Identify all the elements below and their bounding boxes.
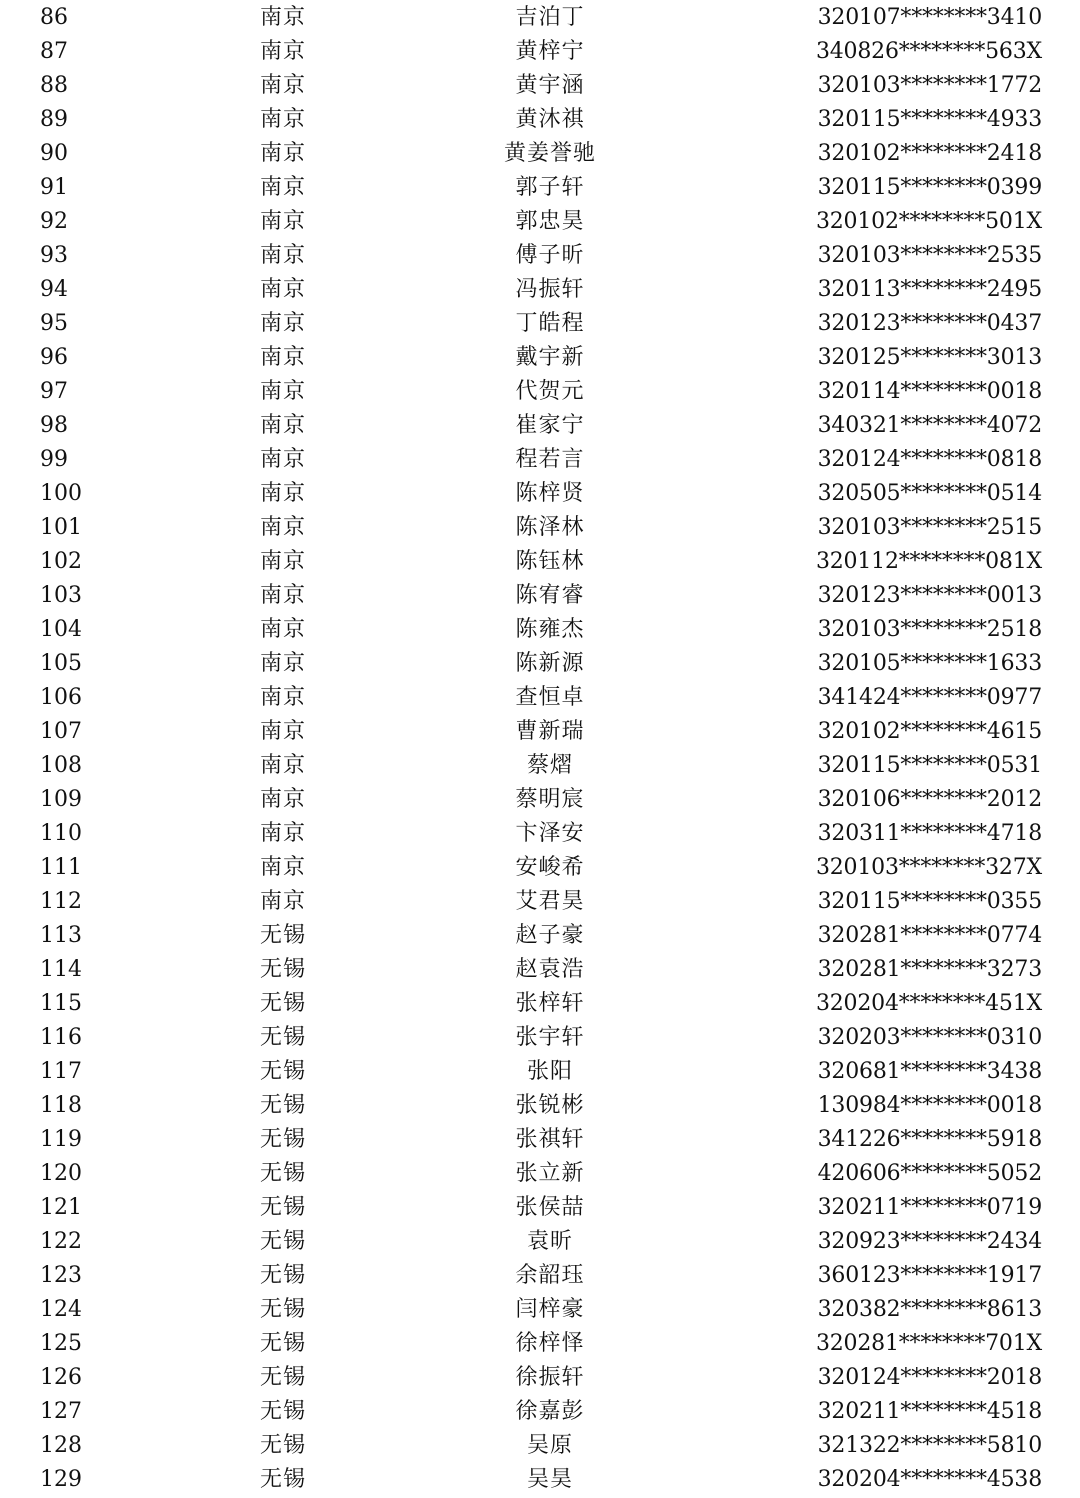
row-number-cell: 99: [40, 447, 68, 472]
row-number-cell: 110: [40, 821, 82, 846]
table-row: [0, 1463, 1080, 1497]
table-row: [0, 443, 1080, 477]
name-cell: 闫梓豪: [515, 1297, 585, 1322]
row-number-cell: 89: [40, 107, 68, 132]
id-number-cell: 320281********0774: [817, 923, 1042, 948]
id-number-cell: 320211********4518: [817, 1399, 1042, 1424]
id-number-cell: 320203********0310: [817, 1025, 1042, 1050]
table-row: [0, 851, 1080, 885]
table-row: [0, 273, 1080, 307]
name-cell: 张阳: [526, 1059, 573, 1084]
city-cell: 南京: [260, 243, 307, 268]
row-number-cell: 88: [40, 73, 68, 98]
city-cell: 南京: [260, 379, 307, 404]
table-row: [0, 409, 1080, 443]
table-row: [0, 1089, 1080, 1123]
id-number-cell: 320103********327X: [815, 855, 1042, 880]
table-row: [0, 783, 1080, 817]
row-number-cell: 107: [40, 719, 82, 744]
table-row: [0, 1259, 1080, 1293]
name-cell: 张梓轩: [515, 991, 585, 1016]
table-row: [0, 1429, 1080, 1463]
city-cell: 南京: [260, 549, 307, 574]
name-cell: 陈宥睿: [515, 583, 585, 608]
row-number-cell: 122: [40, 1229, 82, 1254]
table-row: [0, 341, 1080, 375]
city-cell: 南京: [260, 753, 307, 778]
name-cell: 赵袁浩: [515, 957, 585, 982]
name-cell: 张侯喆: [515, 1195, 585, 1220]
id-number-cell: 340826********563X: [815, 39, 1042, 64]
row-number-cell: 91: [40, 175, 68, 200]
table-row: [0, 1055, 1080, 1089]
id-number-cell: 420606********5052: [817, 1161, 1042, 1186]
row-number-cell: 93: [40, 243, 68, 268]
id-number-cell: 320124********0818: [817, 447, 1042, 472]
city-cell: 南京: [260, 107, 307, 132]
table-row: [0, 817, 1080, 851]
name-cell: 安峻希: [515, 855, 585, 880]
table-row: [0, 749, 1080, 783]
city-cell: 南京: [260, 345, 307, 370]
city-cell: 南京: [260, 447, 307, 472]
id-number-cell: 320105********1633: [817, 651, 1042, 676]
city-cell: 南京: [260, 73, 307, 98]
table-row: [0, 1293, 1080, 1327]
row-number-cell: 94: [40, 277, 68, 302]
name-cell: 陈钰林: [515, 549, 585, 574]
row-number-cell: 124: [40, 1297, 82, 1322]
id-number-cell: 341424********0977: [817, 685, 1042, 710]
table-body: [0, 1, 1080, 1497]
row-number-cell: 106: [40, 685, 82, 710]
row-number-cell: 121: [40, 1195, 82, 1220]
row-number-cell: 112: [40, 889, 82, 914]
id-number-cell: 320311********4718: [817, 821, 1042, 846]
table-row: [0, 375, 1080, 409]
id-number-cell: 320102********501X: [815, 209, 1042, 234]
city-cell: 无锡: [260, 1127, 307, 1152]
table-row: [0, 307, 1080, 341]
id-number-cell: 320106********2012: [817, 787, 1042, 812]
name-cell: 陈新源: [515, 651, 585, 676]
city-cell: 无锡: [260, 1433, 307, 1458]
city-cell: 南京: [260, 413, 307, 438]
city-cell: 南京: [260, 175, 307, 200]
id-number-cell: 320103********2518: [817, 617, 1042, 642]
city-cell: 无锡: [260, 1365, 307, 1390]
name-cell: 吴昊: [526, 1467, 573, 1492]
city-cell: 南京: [260, 651, 307, 676]
id-number-cell: 320107********3410: [817, 5, 1042, 30]
city-cell: 南京: [260, 481, 307, 506]
city-cell: 南京: [260, 617, 307, 642]
id-number-cell: 320102********4615: [817, 719, 1042, 744]
id-number-cell: 320123********0437: [817, 311, 1042, 336]
name-cell: 丁皓程: [515, 311, 585, 336]
city-cell: 无锡: [260, 1297, 307, 1322]
row-number-cell: 117: [40, 1059, 82, 1084]
id-number-cell: 321322********5810: [817, 1433, 1042, 1458]
city-cell: 南京: [260, 889, 307, 914]
name-cell: 冯振轩: [515, 277, 585, 302]
name-cell: 袁昕: [526, 1229, 573, 1254]
table-row: [0, 1361, 1080, 1395]
id-number-cell: 341226********5918: [817, 1127, 1042, 1152]
city-cell: 无锡: [260, 1059, 307, 1084]
id-number-cell: 320505********0514: [817, 481, 1042, 506]
name-cell: 吴原: [526, 1433, 573, 1458]
name-cell: 戴宇新: [515, 345, 585, 370]
row-number-cell: 115: [40, 991, 82, 1016]
city-cell: 南京: [260, 209, 307, 234]
table-row: [0, 239, 1080, 273]
id-number-cell: 320103********1772: [817, 73, 1042, 98]
city-cell: 无锡: [260, 1263, 307, 1288]
table-row: [0, 171, 1080, 205]
name-cell: 代贺元: [515, 379, 585, 404]
name-cell: 程若言: [515, 447, 585, 472]
row-number-cell: 119: [40, 1127, 82, 1152]
city-cell: 无锡: [260, 923, 307, 948]
row-number-cell: 95: [40, 311, 68, 336]
id-number-cell: 320382********8613: [817, 1297, 1042, 1322]
id-number-cell: 320115********4933: [817, 107, 1042, 132]
row-number-cell: 129: [40, 1467, 82, 1492]
city-cell: 南京: [260, 141, 307, 166]
table-row: [0, 1021, 1080, 1055]
name-cell: 张立新: [515, 1161, 585, 1186]
id-number-cell: 320211********0719: [817, 1195, 1042, 1220]
name-cell: 赵子豪: [515, 923, 585, 948]
city-cell: 无锡: [260, 957, 307, 982]
table-row: [0, 579, 1080, 613]
city-cell: 南京: [260, 277, 307, 302]
table-row: [0, 987, 1080, 1021]
row-number-cell: 120: [40, 1161, 82, 1186]
name-cell: 张锐彬: [515, 1093, 585, 1118]
name-cell: 徐嘉彭: [515, 1399, 585, 1424]
row-number-cell: 113: [40, 923, 82, 948]
city-cell: 无锡: [260, 1161, 307, 1186]
row-number-cell: 126: [40, 1365, 82, 1390]
id-number-cell: 360123********1917: [817, 1263, 1042, 1288]
city-cell: 无锡: [260, 1025, 307, 1050]
table-row: [0, 511, 1080, 545]
row-number-cell: 92: [40, 209, 68, 234]
row-number-cell: 105: [40, 651, 82, 676]
row-number-cell: 97: [40, 379, 68, 404]
table-row: [0, 1191, 1080, 1225]
id-number-cell: 320102********2418: [817, 141, 1042, 166]
name-cell: 艾君昊: [515, 889, 585, 914]
row-number-cell: 87: [40, 39, 68, 64]
city-cell: 南京: [260, 821, 307, 846]
city-cell: 无锡: [260, 1399, 307, 1424]
table-row: [0, 137, 1080, 171]
id-number-cell: 130984********0018: [817, 1093, 1042, 1118]
id-number-cell: 320204********4538: [817, 1467, 1042, 1492]
table-row: [0, 1157, 1080, 1191]
id-number-cell: 320923********2434: [817, 1229, 1042, 1254]
name-cell: 吉泊丁: [515, 5, 585, 30]
table-row: [0, 1395, 1080, 1429]
name-cell: 蔡明宸: [515, 787, 585, 812]
row-number-cell: 100: [40, 481, 82, 506]
table-row: [0, 1, 1080, 35]
id-number-cell: 320115********0531: [817, 753, 1042, 778]
row-number-cell: 116: [40, 1025, 82, 1050]
name-cell: 黄沐祺: [515, 107, 585, 132]
id-number-cell: 320115********0399: [817, 175, 1042, 200]
table-row: [0, 613, 1080, 647]
name-cell: 黄梓宁: [515, 39, 585, 64]
table-row: [0, 919, 1080, 953]
id-number-cell: 320103********2535: [817, 243, 1042, 268]
id-number-cell: 340321********4072: [817, 413, 1042, 438]
id-number-cell: 320123********0013: [817, 583, 1042, 608]
row-number-cell: 103: [40, 583, 82, 608]
name-cell: 蔡熠: [526, 753, 573, 778]
name-cell: 曹新瑞: [515, 719, 585, 744]
name-cell: 郭子轩: [515, 175, 585, 200]
row-number-cell: 118: [40, 1093, 82, 1118]
name-cell: 傅子昕: [515, 243, 585, 268]
city-cell: 南京: [260, 787, 307, 812]
name-cell: 徐振轩: [515, 1365, 585, 1390]
row-number-cell: 86: [40, 5, 68, 30]
city-cell: 无锡: [260, 1467, 307, 1492]
table-row: [0, 681, 1080, 715]
city-cell: 南京: [260, 719, 307, 744]
table-row: [0, 1327, 1080, 1361]
row-number-cell: 98: [40, 413, 68, 438]
name-cell: 张宇轩: [515, 1025, 585, 1050]
table-row: [0, 477, 1080, 511]
row-number-cell: 125: [40, 1331, 82, 1356]
table-row: [0, 35, 1080, 69]
table-row: [0, 103, 1080, 137]
row-number-cell: 111: [40, 855, 82, 880]
id-number-cell: 320281********3273: [817, 957, 1042, 982]
id-number-cell: 320115********0355: [817, 889, 1042, 914]
id-number-cell: 320681********3438: [817, 1059, 1042, 1084]
name-cell: 陈梓贤: [515, 481, 585, 506]
city-cell: 南京: [260, 311, 307, 336]
table-row: [0, 885, 1080, 919]
city-cell: 南京: [260, 583, 307, 608]
row-number-cell: 90: [40, 141, 68, 166]
table-row: [0, 953, 1080, 987]
city-cell: 无锡: [260, 1195, 307, 1220]
row-number-cell: 109: [40, 787, 82, 812]
table-row: [0, 715, 1080, 749]
id-number-cell: 320103********2515: [817, 515, 1042, 540]
city-cell: 南京: [260, 855, 307, 880]
name-cell: 陈泽林: [515, 515, 585, 540]
table-row: [0, 647, 1080, 681]
name-cell: 崔家宁: [515, 413, 585, 438]
table-row: [0, 1225, 1080, 1259]
row-number-cell: 102: [40, 549, 82, 574]
city-cell: 无锡: [260, 991, 307, 1016]
name-cell: 卞泽安: [515, 821, 585, 846]
id-number-cell: 320204********451X: [815, 991, 1042, 1016]
row-number-cell: 123: [40, 1263, 82, 1288]
id-number-cell: 320124********2018: [817, 1365, 1042, 1390]
row-number-cell: 101: [40, 515, 82, 540]
name-cell: 陈雍杰: [515, 617, 585, 642]
table-row: [0, 205, 1080, 239]
row-number-cell: 104: [40, 617, 82, 642]
name-cell: 徐梓怿: [515, 1331, 585, 1356]
name-cell: 张祺轩: [515, 1127, 585, 1152]
name-cell: 黄姜誉驰: [503, 141, 596, 166]
city-cell: 南京: [260, 39, 307, 64]
name-cell: 查恒卓: [515, 685, 585, 710]
row-number-cell: 128: [40, 1433, 82, 1458]
row-number-cell: 114: [40, 957, 82, 982]
table-row: [0, 1123, 1080, 1157]
city-cell: 南京: [260, 685, 307, 710]
name-cell: 郭忠昊: [515, 209, 585, 234]
row-number-cell: 108: [40, 753, 82, 778]
city-cell: 南京: [260, 515, 307, 540]
id-number-cell: 320112********081X: [815, 549, 1042, 574]
city-cell: 无锡: [260, 1093, 307, 1118]
id-number-cell: 320125********3013: [817, 345, 1042, 370]
table-row: [0, 545, 1080, 579]
city-cell: 南京: [260, 5, 307, 30]
id-number-cell: 320281********701X: [815, 1331, 1042, 1356]
name-cell: 黄宇涵: [515, 73, 585, 98]
row-number-cell: 127: [40, 1399, 82, 1424]
table-row: [0, 69, 1080, 103]
city-cell: 无锡: [260, 1331, 307, 1356]
id-number-cell: 320114********0018: [817, 379, 1042, 404]
row-number-cell: 96: [40, 345, 68, 370]
city-cell: 无锡: [260, 1229, 307, 1254]
id-number-cell: 320113********2495: [817, 277, 1042, 302]
name-cell: 余韶珏: [515, 1263, 585, 1288]
